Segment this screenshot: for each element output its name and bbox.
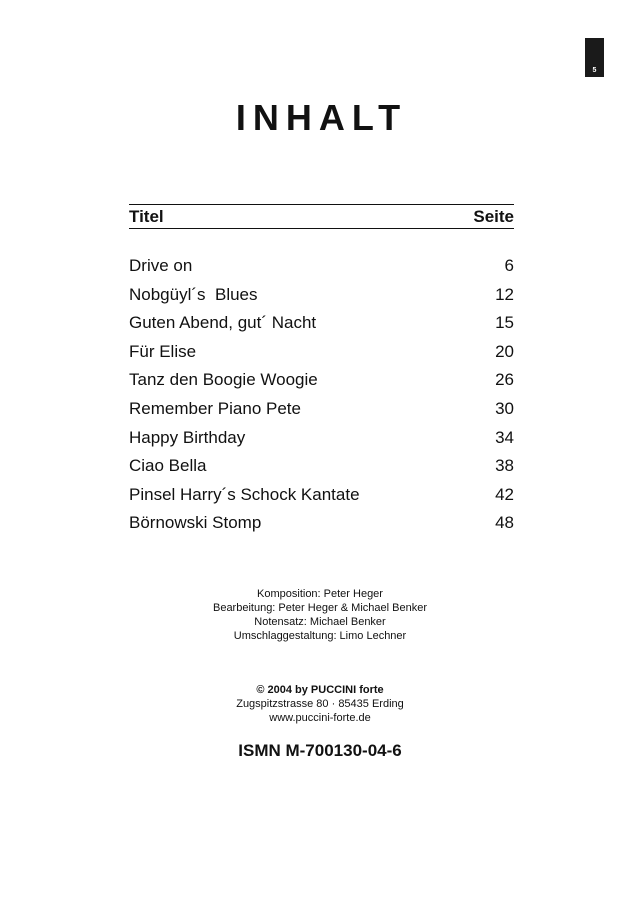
toc-list bbox=[129, 255, 514, 541]
toc-entry-page: 6 bbox=[504, 256, 514, 275]
page-title: INHALT bbox=[235, 97, 408, 138]
credit-arrangement: Bearbeitung: Peter Heger & Michael Benker bbox=[212, 602, 427, 614]
toc-entry-title: Guten Abend, gut´ Nacht bbox=[129, 313, 317, 333]
credit-engraving: Notensatz: Michael Benker bbox=[254, 616, 386, 628]
toc-entry bbox=[129, 398, 514, 427]
toc-entry-title: Nobgüyl´s Blues bbox=[129, 284, 258, 304]
toc-entry bbox=[129, 512, 514, 541]
credits-block bbox=[0, 587, 640, 643]
ismn-number: ISMN M-700130-04-6 bbox=[238, 741, 402, 760]
publisher-block bbox=[0, 683, 640, 725]
toc-entry-page: 20 bbox=[495, 341, 514, 361]
credit-composition: Komposition: Peter Heger bbox=[257, 588, 383, 600]
toc-entry-page: 42 bbox=[495, 484, 514, 504]
toc-entry-title: Für Elise bbox=[129, 341, 197, 361]
toc-entry-title: Remember Piano Pete bbox=[129, 398, 301, 418]
toc-entry-page: 30 bbox=[495, 398, 514, 418]
toc-entry-page: 48 bbox=[495, 513, 514, 533]
page-number: 5 bbox=[592, 67, 597, 74]
copyright-notice: © 2004 by PUCCINI forte bbox=[256, 684, 384, 696]
toc-entry-page: 26 bbox=[495, 370, 514, 390]
toc-entry-title: Pinsel Harry´s Schock Kantate bbox=[129, 484, 360, 504]
toc-entry bbox=[129, 369, 514, 398]
publisher-address: Zugspitzstrasse 80 · 85435 Erding bbox=[236, 698, 404, 710]
toc-entry-title: Tanz den Boogie Woogie bbox=[129, 370, 318, 390]
toc-entry bbox=[129, 341, 514, 370]
toc-entry-title: Ciao Bella bbox=[129, 456, 207, 476]
publisher-website: www.puccini-forte.de bbox=[269, 712, 371, 724]
credit-cover: Umschlaggestaltung: Limo Lechner bbox=[233, 630, 407, 642]
toc-entry-title: Börnowski Stomp bbox=[129, 513, 262, 533]
toc-entry bbox=[129, 455, 514, 484]
toc-entry bbox=[129, 284, 514, 313]
toc-entry-page: 34 bbox=[495, 427, 514, 447]
toc-header bbox=[129, 204, 514, 229]
page-number-tab bbox=[585, 38, 604, 77]
toc-entry-page: 12 bbox=[495, 284, 514, 304]
toc-entry bbox=[129, 312, 514, 341]
toc-entry bbox=[129, 427, 514, 456]
toc-header-title: Titel bbox=[129, 207, 164, 226]
toc-header-page: Seite bbox=[473, 207, 514, 226]
toc-entry-title: Happy Birthday bbox=[129, 427, 246, 447]
toc-entry-title: Drive on bbox=[129, 256, 193, 275]
toc-entry-page: 15 bbox=[495, 313, 514, 333]
toc-entry-page: 38 bbox=[495, 456, 514, 476]
table-of-contents bbox=[129, 204, 514, 541]
toc-entry bbox=[129, 255, 514, 284]
toc-entry bbox=[129, 484, 514, 513]
